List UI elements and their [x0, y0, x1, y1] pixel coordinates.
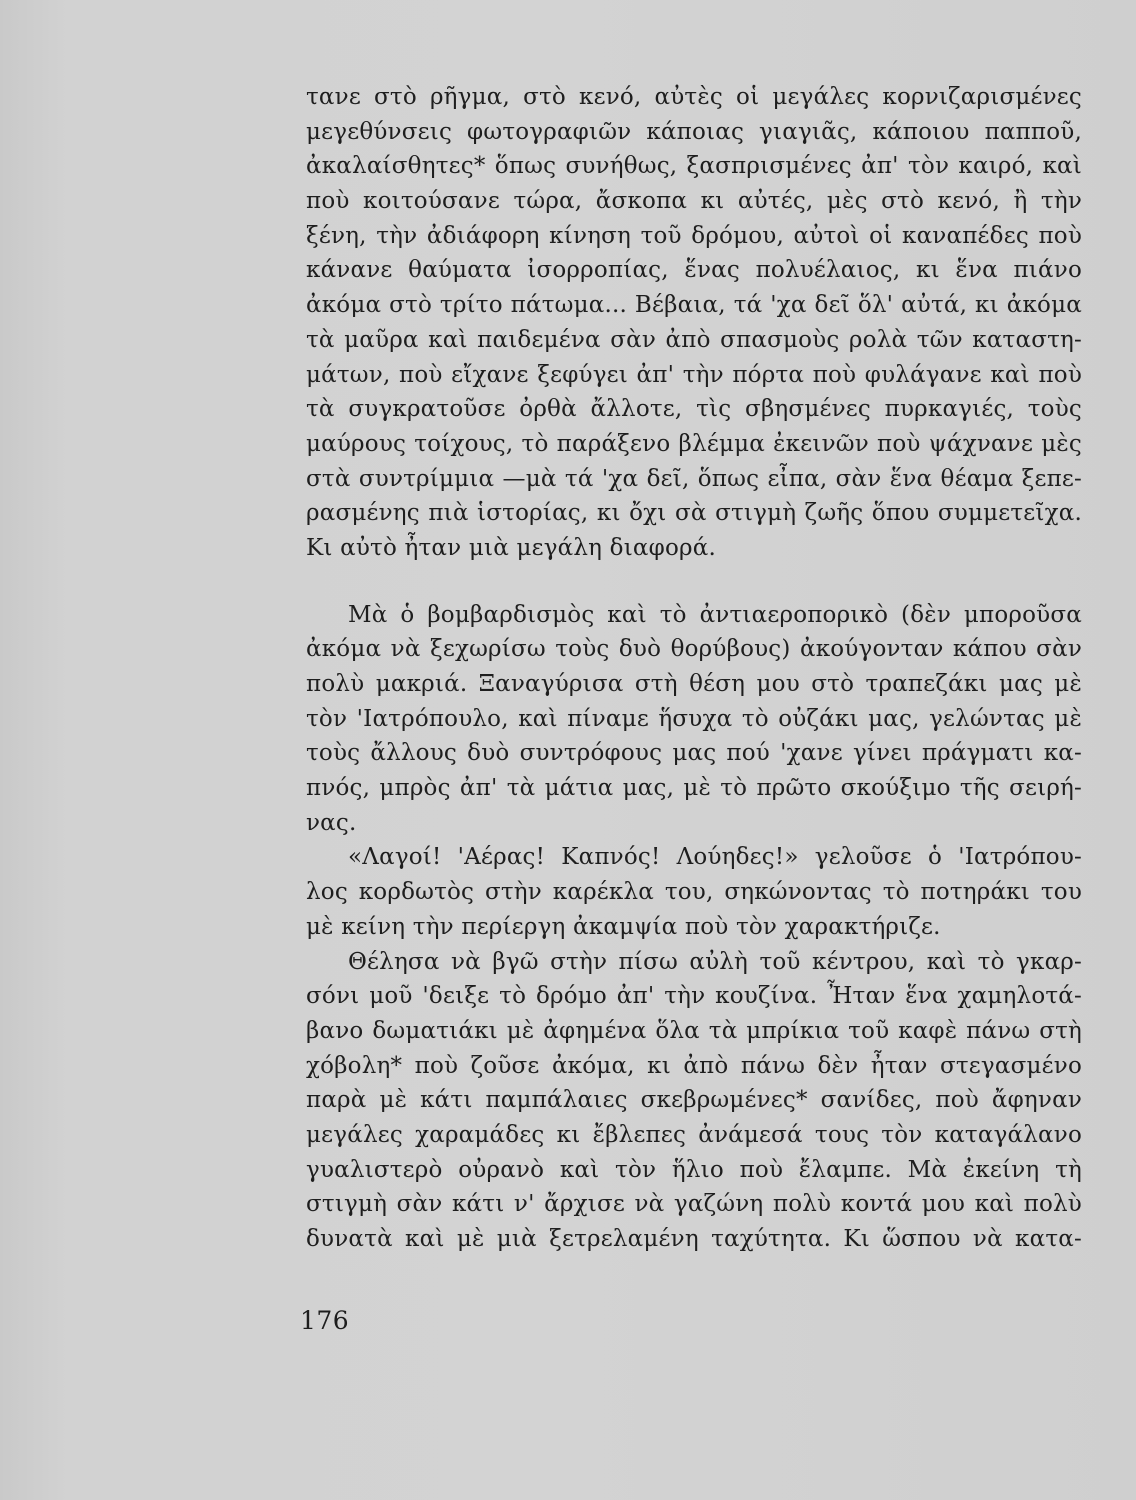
text-line: τοὺς ἄλλους δυὸ συντρόφους μας πού 'χανε γίνει πράγματι κα-	[306, 740, 1082, 767]
text-line: ρασμένης πιὰ ἱστορίας, κι ὄχι σὰ στιγμὴ ζωῆς ὅπου συμμετεῖχα.	[306, 500, 1082, 527]
paragraph-gap	[306, 566, 1082, 598]
text-line: παρὰ μὲ κάτι παμπάλαιες σκεβρωμένες* σανίδες, ποὺ ἄφηναν	[306, 1087, 1082, 1114]
paragraph	[306, 945, 1082, 1257]
text-line: πολὺ μακριά. Ξαναγύρισα στὴ θέση μου στὸ τραπεζάκι μας μὲ	[306, 671, 1082, 697]
text-line: μεγεθύνσεις φωτογραφιῶν κάποιας γιαγιᾶς, κάποιου παπποῦ,	[306, 118, 1082, 145]
text-line: γυαλιστερὸ οὐρανὸ καὶ τὸν ἥλιο ποὺ ἔλαμπε. Μὰ ἐκείνη τὴ	[306, 1156, 1082, 1183]
text-line: μὲ κείνη τὴν περίεργη ἀκαμψία ποὺ τὸν χαρακτήριζε.	[306, 913, 941, 940]
text-line: τὸν 'Ιατρόπουλο, καὶ πίναμε ἥσυχα τὸ οὐζάκι μας, γελώντας μὲ	[306, 705, 1082, 732]
text-line: Μὰ ὁ βομβαρδισμὸς καὶ τὸ ἀντιαεροπορικὸ (δὲν μποροῦσα	[348, 601, 1082, 628]
page-number: 176	[300, 1306, 350, 1335]
text-line: χόβολη* ποὺ ζοῦσε ἀκόμα, κι ἀπὸ πάνω δὲν ἦταν στεγασμένο	[306, 1052, 1082, 1079]
text-line: στὰ συντρίμμια —μὰ τά 'χα δεῖ, ὅπως εἶπα, σὰν ἕνα θέαμα ξεπε-	[306, 465, 1082, 492]
text-line: πνός, μπρὸς ἀπ' τὰ μάτια μας, μὲ τὸ πρῶτο σκούξιμο τῆς σειρή-	[306, 775, 1082, 802]
text-line: τὰ μαῦρα καὶ παιδεμένα σὰν ἀπὸ σπασμοὺς ρολὰ τῶν καταστη-	[306, 326, 1082, 353]
paragraph	[306, 840, 1082, 944]
text-line: ἀκόμα στὸ τρίτο πάτωμα... Βέβαια, τά 'χα δεῖ ὅλ' αὐτά, κι ἀκόμα	[306, 292, 1082, 319]
text-line: βανο δωματιάκι μὲ ἀφημένα ὅλα τὰ μπρίκια τοῦ καφὲ πάνω στὴ	[306, 1017, 1082, 1044]
paragraph	[306, 598, 1082, 841]
text-line: λος κορδωτὸς στὴν καρέκλα του, σηκώνοντας τὸ ποτηράκι του	[306, 879, 1082, 906]
text-line: ποὺ κοιτούσανε τώρα, ἄσκοπα κι αὐτές, μὲς στὸ κενό, ἢ τὴν	[306, 188, 1082, 215]
text-line: τὰ συγκρατοῦσε ὀρθὰ ἄλλοτε, τὶς σβησμένες πυρκαγιές, τοὺς	[306, 396, 1082, 423]
text-line: κάνανε θαύματα ἰσορροπίας, ἕνας πολυέλαιος, κι ἕνα πιάνο	[306, 257, 1082, 284]
text-line: στιγμὴ σὰν κάτι ν' ἄρχισε νὰ γαζώνη πολὺ κοντά μου καὶ πολὺ	[306, 1191, 1082, 1218]
text-line: δυνατὰ καὶ μὲ μιὰ ξετρελαμένη ταχύτητα. Κι ὥσπου νὰ κατα-	[306, 1226, 1082, 1252]
text-line: μεγάλες χαραμάδες κι ἔβλεπες ἀνάμεσά τους τὸν καταγάλανο	[306, 1121, 1082, 1148]
text-line: ἀκαλαίσθητες* ὅπως συνήθως, ξασπρισμένες ἀπ' τὸν καιρό, καὶ	[306, 153, 1082, 180]
text-line: «Λαγοί! 'Αέρας! Καπνός! Λούηδες!» γελοῦσε ὁ 'Ιατρόπου-	[348, 844, 1082, 871]
text-line: ἀκόμα νὰ ξεχωρίσω τοὺς δυὸ θορύβους) ἀκούγονταν κάπου σὰν	[306, 636, 1082, 663]
text-line: Κι αὐτὸ ἦταν μιὰ μεγάλη διαφορά.	[306, 534, 716, 561]
text-line: Θέλησα νὰ βγῶ στὴν πίσω αὐλὴ τοῦ κέντρου, καὶ τὸ γκαρ-	[348, 948, 1082, 975]
text-line: σόνι μοῦ 'δειξε τὸ δρόμο ἀπ' τὴν κουζίνα. Ἦταν ἕνα χαμηλοτά-	[306, 983, 1082, 1010]
text-line: μαύρους τοίχους, τὸ παράξενο βλέμμα ἐκεινῶν ποὺ ψάχνανε μὲς	[306, 430, 1082, 457]
text-line: νας.	[306, 809, 357, 836]
paragraph	[306, 80, 1082, 566]
body-text	[306, 80, 1082, 1257]
text-line: τανε στὸ ρῆγμα, στὸ κενό, αὐτὲς οἱ μεγάλες κορνιζαρισμένες	[306, 84, 1082, 110]
text-line: ξένη, τὴν ἀδιάφορη κίνηση τοῦ δρόμου, αὐτοὶ οἱ καναπέδες ποὺ	[306, 222, 1082, 249]
text-line: μάτων, ποὺ εἴχανε ξεφύγει ἀπ' τὴν πόρτα ποὺ φυλάγανε καὶ ποὺ	[306, 361, 1082, 388]
